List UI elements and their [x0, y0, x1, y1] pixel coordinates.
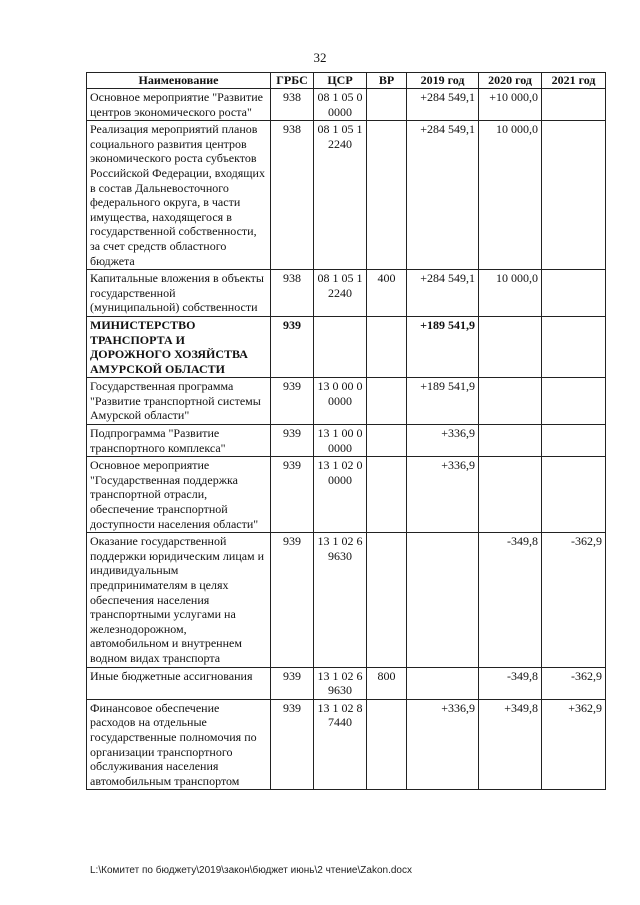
row-2020-cell — [479, 378, 542, 425]
row-name-cell: Основное мероприятие "Государственная поддержка транспортной отрасли, обеспечение транспортной доступности населения области" — [87, 457, 271, 533]
row-2019-cell: +189 541,9 — [407, 316, 479, 377]
row-csr-cell: 13 1 02 69630 — [314, 667, 367, 699]
row-name-cell: Оказание государственной поддержки юридическим лицам и индивидуальным предпринимателям в целях обеспечения населения транспортными услугами на железнодорожном, автомобильном и внутреннем водном видах транспорта — [87, 533, 271, 667]
table-body — [87, 89, 606, 790]
row-2021-cell: -362,9 — [542, 533, 606, 667]
table-row — [87, 457, 606, 533]
row-name-cell: МИНИСТЕРСТВО ТРАНСПОРТА И ДОРОЖНОГО ХОЗЯЙСТВА АМУРСКОЙ ОБЛАСТИ — [87, 316, 271, 377]
table-row — [87, 667, 606, 699]
row-grbs-cell: 939 — [271, 667, 314, 699]
table-row — [87, 121, 606, 270]
row-grbs-cell: 939 — [271, 457, 314, 533]
row-vr-cell — [367, 699, 407, 790]
row-name-cell: Иные бюджетные ассигнования — [87, 667, 271, 699]
row-2020-cell: +349,8 — [479, 699, 542, 790]
header-2021: 2021 год — [542, 73, 606, 89]
row-2020-cell: 10 000,0 — [479, 121, 542, 270]
row-name-cell: Основное мероприятие "Развитие центров экономического роста" — [87, 89, 271, 121]
row-2021-cell — [542, 89, 606, 121]
row-csr-cell: 13 1 00 00000 — [314, 425, 367, 457]
table-header-row — [87, 73, 606, 89]
row-2021-cell — [542, 425, 606, 457]
row-name-cell: Капитальные вложения в объекты государственной (муниципальной) собственности — [87, 270, 271, 317]
row-2020-cell: -349,8 — [479, 533, 542, 667]
file-path-footer: L:\Комитет по бюджету\2019\закон\бюджет июнь\2 чтение\Zakon.docx — [90, 865, 412, 876]
row-vr-cell: 400 — [367, 270, 407, 317]
row-vr-cell — [367, 533, 407, 667]
table-row — [87, 699, 606, 790]
row-2021-cell: +362,9 — [542, 699, 606, 790]
row-2019-cell: +284 549,1 — [407, 270, 479, 317]
row-2021-cell: -362,9 — [542, 667, 606, 699]
header-grbs: ГРБС — [271, 73, 314, 89]
row-csr-cell: 08 1 05 12240 — [314, 121, 367, 270]
row-vr-cell — [367, 89, 407, 121]
row-2020-cell: +10 000,0 — [479, 89, 542, 121]
row-2020-cell: -349,8 — [479, 667, 542, 699]
row-2020-cell — [479, 457, 542, 533]
row-grbs-cell: 939 — [271, 378, 314, 425]
table-row — [87, 89, 606, 121]
row-csr-cell: 13 1 02 69630 — [314, 533, 367, 667]
header-2019: 2019 год — [407, 73, 479, 89]
row-2021-cell — [542, 457, 606, 533]
row-vr-cell — [367, 316, 407, 377]
row-name-cell: Подпрограмма "Развитие транспортного комплекса" — [87, 425, 271, 457]
row-vr-cell — [367, 121, 407, 270]
header-csr: ЦСР — [314, 73, 367, 89]
row-name-cell: Финансовое обеспечение расходов на отдельные государственные полномочия по организации транспортного обслуживания населения автомобильным транспортом — [87, 699, 271, 790]
row-csr-cell: 08 1 05 12240 — [314, 270, 367, 317]
row-2020-cell: 10 000,0 — [479, 270, 542, 317]
row-2020-cell — [479, 316, 542, 377]
row-2019-cell: +336,9 — [407, 457, 479, 533]
row-csr-cell: 13 0 00 00000 — [314, 378, 367, 425]
row-grbs-cell: 939 — [271, 699, 314, 790]
row-2021-cell — [542, 378, 606, 425]
row-csr-cell: 08 1 05 00000 — [314, 89, 367, 121]
row-grbs-cell: 939 — [271, 425, 314, 457]
table-row — [87, 270, 606, 317]
row-2019-cell: +284 549,1 — [407, 121, 479, 270]
table-row — [87, 533, 606, 667]
row-csr-cell — [314, 316, 367, 377]
row-grbs-cell: 939 — [271, 533, 314, 667]
header-vr: ВР — [367, 73, 407, 89]
row-2021-cell — [542, 270, 606, 317]
row-2019-cell — [407, 667, 479, 699]
row-name-cell: Реализация мероприятий планов социального развития центров экономического роста субъектов Российской Федерации, входящих в состав Дальневосточного федерального округа, в части имущества, находящегося в государственной собственности, за счет средств областного бюджета — [87, 121, 271, 270]
row-vr-cell — [367, 457, 407, 533]
table-row — [87, 425, 606, 457]
row-vr-cell — [367, 378, 407, 425]
page-number: 32 — [313, 50, 327, 65]
row-grbs-cell: 938 — [271, 89, 314, 121]
row-csr-cell: 13 1 02 87440 — [314, 699, 367, 790]
row-2020-cell — [479, 425, 542, 457]
row-csr-cell: 13 1 02 00000 — [314, 457, 367, 533]
row-grbs-cell: 938 — [271, 121, 314, 270]
row-2019-cell: +336,9 — [407, 699, 479, 790]
row-grbs-cell: 939 — [271, 316, 314, 377]
header-name: Наименование — [87, 73, 271, 89]
row-2021-cell — [542, 316, 606, 377]
row-2019-cell: +336,9 — [407, 425, 479, 457]
row-name-cell: Государственная программа "Развитие транспортной системы Амурской области" — [87, 378, 271, 425]
table-row — [87, 316, 606, 377]
row-2021-cell — [542, 121, 606, 270]
budget-table — [86, 72, 606, 790]
row-vr-cell — [367, 425, 407, 457]
row-vr-cell: 800 — [367, 667, 407, 699]
header-2020: 2020 год — [479, 73, 542, 89]
row-2019-cell: +189 541,9 — [407, 378, 479, 425]
row-2019-cell — [407, 533, 479, 667]
table-row — [87, 378, 606, 425]
row-grbs-cell: 938 — [271, 270, 314, 317]
row-2019-cell: +284 549,1 — [407, 89, 479, 121]
